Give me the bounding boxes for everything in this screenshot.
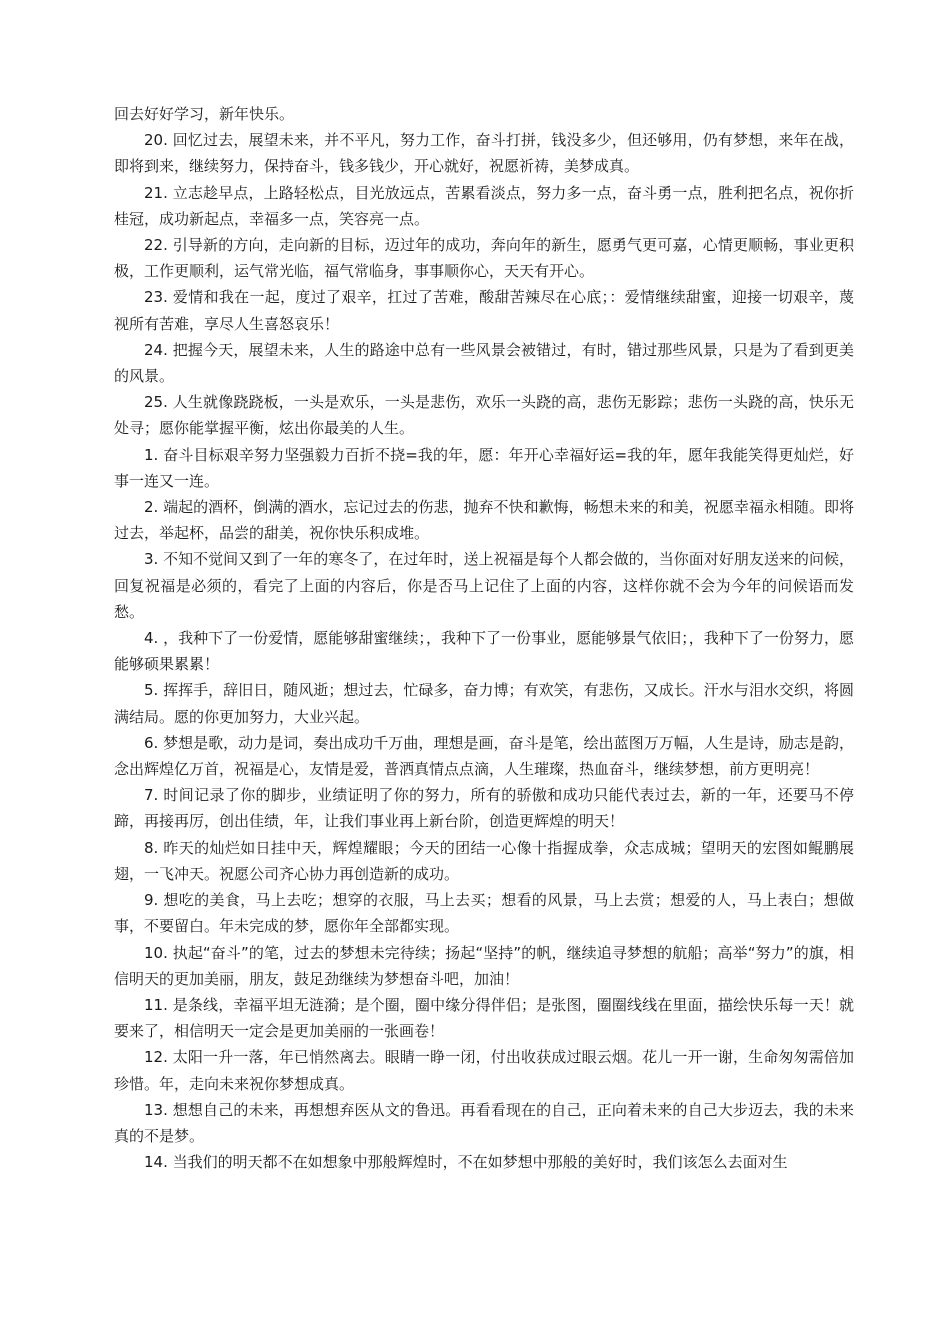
paragraph-8: 8. 昨天的灿烂如日挂中天，辉煌耀眼；今天的团结一心像十指握成拳，众志成城；望明天的宏图如鲲鹏展翅，一飞冲天。祝愿公司齐心协力再创造新的成功。 (114, 838, 854, 883)
paragraph-25: 25. 人生就像跷跷板，一头是欢乐，一头是悲伤，欢乐一头跷的高，悲伤无影踪；悲伤一头跷的高，快乐无处寻；愿你能掌握平衡，炫出你最美的人生。 (114, 393, 854, 438)
paragraph-3: 3. 不知不觉间又到了一年的寒冬了，在过年时，送上祝福是每个人都会做的，当你面对好朋友送来的问候，回复祝福是必须的，看完了上面的内容后，你是否马上记住了上面的内容，这样你就不会为今年的问候语而发愁。 (114, 550, 854, 621)
paragraph-20: 20. 回忆过去，展望未来，并不平凡，努力工作，奋斗打拼，钱没多少，但还够用，仍有梦想，来年在战，即将到来，继续努力，保持奋斗，钱多钱少，开心就好，祝愿祈祷，美梦成真。 (114, 131, 854, 176)
paragraph-7: 7. 时间记录了你的脚步，业绩证明了你的努力，所有的骄傲和成功只能代表过去，新的一年，还要马不停蹄，再接再厉，创出佳绩，年，让我们事业再上新台阶，创造更辉煌的明天！ (114, 786, 854, 831)
paragraph-13: 13. 想想自己的未来，再想想弃医从文的鲁迅。再看看现在的自己，正向着未来的自己大步迈去，我的未来真的不是梦。 (114, 1100, 854, 1145)
paragraph-4: 4. ，我种下了一份爱情，愿能够甜蜜继续；，我种下了一份事业，愿能够景气依旧；，我种下了一份努力，愿能够硕果累累！ (114, 629, 854, 674)
paragraph-23: 23. 爱情和我在一起，度过了艰辛，扛过了苦难，酸甜苦辣尽在心底；：爱情继续甜蜜，迎接一切艰辛，蔑视所有苦难，享尽人生喜怒哀乐！ (114, 288, 854, 333)
paragraph-1: 1. 奋斗目标艰辛努力坚强毅力百折不挠=我的年，愿：年开心幸福好运=我的年，愿年我能笑得更灿烂，好事一连又一连。 (114, 445, 854, 490)
paragraph-14: 14. 当我们的明天都不在如想象中那般辉煌时，不在如梦想中那般的美好时，我们该怎么去面对生 (144, 1153, 788, 1172)
paragraph-21: 21. 立志趁早点，上路轻松点，目光放远点，苦累看淡点，努力多一点，奋斗勇一点，胜利把名点，祝你折桂冠，成功新起点，幸福多一点，笑容亮一点。 (114, 183, 854, 228)
paragraph-22: 22. 引导新的方向，走向新的目标，迈过年的成功，奔向年的新生，愿勇气更可嘉，心情更顺畅，事业更积极，工作更顺利，运气常光临，福气常临身，事事顺你心，天天有开心。 (114, 236, 854, 281)
paragraph-5: 5. 挥挥手，辞旧日，随风逝；想过去，忙碌多，奋力博；有欢笑，有悲伤，又成长。汗水与泪水交织，将圆满结局。愿的你更加努力，大业兴起。 (114, 681, 854, 726)
paragraph-2: 2. 端起的酒杯，倒满的酒水，忘记过去的伤悲，抛弃不快和歉悔，畅想未来的和美，祝愿幸福永相随。即将过去，举起杯，品尝的甜美，祝你快乐积成堆。 (114, 498, 854, 543)
paragraph-24: 24. 把握今天，展望未来，人生的路途中总有一些风景会被错过，有时，错过那些风景，只是为了看到更美的风景。 (114, 340, 854, 386)
paragraph-6: 6. 梦想是歌，动力是词，奏出成功千万曲，理想是画，奋斗是笔，绘出蓝图万万幅，人生是诗，励志是韵，念出辉煌亿万首，祝福是心，友情是爱，普洒真情点点滴，人生璀璨，热血奋斗，继续梦想，前方更明亮！ (114, 733, 854, 779)
paragraph-9: 9. 想吃的美食，马上去吃；想穿的衣服，马上去买；想看的风景，马上去赏；想爱的人，马上表白；想做事，不要留白。年未完成的梦，愿你年全部都实现。 (114, 891, 854, 936)
paragraph-continued: 回去好好学习，新年快乐。 (114, 105, 295, 123)
paragraph-12: 12. 太阳一升一落，年已悄然离去。眼睛一睁一闭，付出收获成过眼云烟。花儿一开一谢，生命匆匆需倍加珍惜。年，走向未来祝你梦想成真。 (114, 1048, 854, 1093)
paragraph-11: 11. 是条线，幸福平坦无涟漪；是个圈，圈中缘分得伴侣；是张图，圈圈线线在里面，描绘快乐每一天！就要来了，相信明天一定会是更加美丽的一张画卷！ (114, 995, 854, 1041)
paragraph-10: 10. 执起“奋斗”的笔，过去的梦想未完待续；扬起“坚持”的帆，继续追寻梦想的航船；高举“努力”的旗，相信明天的更加美丽，朋友，鼓足劲继续为梦想奋斗吧，加油！ (114, 943, 854, 988)
document-body (114, 101, 854, 1175)
